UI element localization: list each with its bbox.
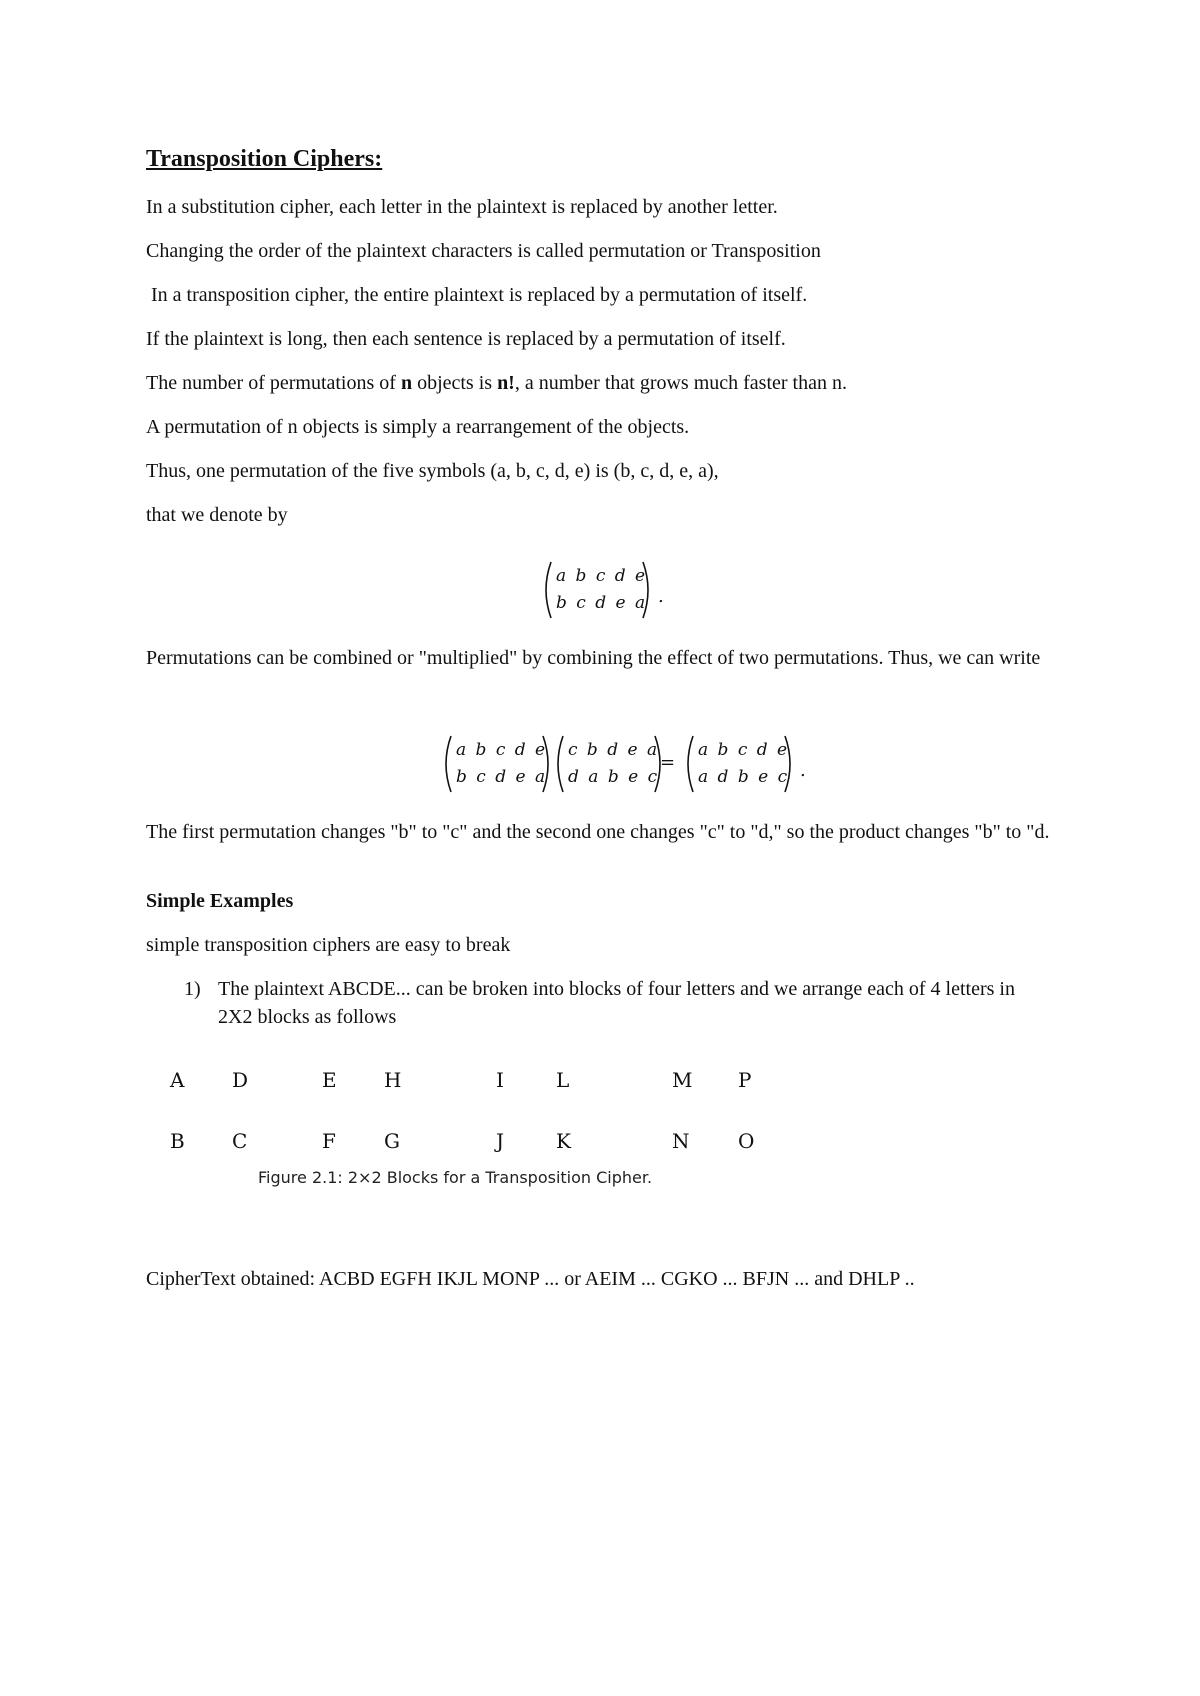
paragraph-easy-to-break: simple transposition ciphers are easy to break [146, 934, 511, 956]
matrix-rows [556, 563, 647, 617]
matrix-period: . [800, 760, 806, 781]
block-letter: B [170, 1129, 185, 1153]
paragraph-substitution: In a substitution cipher, each letter in the plaintext is replaced by another letter. [146, 196, 778, 218]
figure-caption: Figure 2.1: 2×2 Blocks for a Transposition Cipher. [258, 1168, 653, 1187]
block-letter: O [738, 1129, 755, 1153]
matrix-period: . [658, 586, 664, 607]
paragraph-long-plaintext: If the plaintext is long, then each sentence is replaced by a permutation of itself. [146, 328, 786, 350]
block-letter: E [322, 1068, 337, 1092]
bold-n: n [400, 372, 413, 394]
paragraph-transposition: In a transposition cipher, the entire plaintext is replaced by a permutation of itself. [146, 284, 808, 306]
permutation-matrix-3 [552, 734, 672, 794]
bold-n-factorial: n! [497, 372, 515, 394]
matrix-bottom-row: a d b e c [698, 767, 790, 787]
text-segment: The number of permutations of [146, 372, 401, 394]
left-paren-icon [682, 734, 696, 794]
paragraph-five-symbols: Thus, one permutation of the five symbols (a, b, c, d, e) is (b, c, d, e, a), [146, 460, 719, 482]
matrix-bottom-row: b c d e a [556, 593, 648, 613]
block-letter: K [556, 1129, 571, 1153]
block-letter: M [672, 1068, 693, 1092]
permutation-matrix-1 [540, 560, 664, 620]
paragraph-permutation-definition: Changing the order of the plaintext characters is called permutation or Transposition [146, 240, 821, 262]
matrix-rows [568, 737, 659, 791]
equals-sign: = [660, 752, 676, 773]
paragraph-product-explanation: The first permutation changes "b" to "c" and the second one changes "c" to "d," so the product changes "b" to "d. [146, 821, 1050, 843]
page-title: Transposition Ciphers: [146, 146, 383, 172]
text-segment: , a number that grows much faster than n. [514, 372, 847, 394]
permutation-matrix-2 [440, 734, 560, 794]
paragraph-number-of-permutations [146, 369, 847, 397]
block-letter: I [496, 1068, 504, 1092]
block-letter: C [232, 1129, 248, 1153]
block-letter: D [232, 1068, 249, 1092]
matrix-top-row: a b c d e [698, 740, 790, 760]
list-item-text: The plaintext ABCDE... can be broken into blocks of four letters and we arrange each of 4 letters in 2X2 blocks as follows [218, 978, 1015, 1028]
left-paren-icon [552, 734, 566, 794]
block-letter: F [322, 1129, 336, 1153]
block-letter: P [738, 1068, 752, 1092]
list-number: 1) [184, 978, 201, 1000]
paragraph-multiplied: Permutations can be combined or "multiplied" by combining the effect of two permutations. Thus, we can write [146, 647, 1041, 669]
left-paren-icon [440, 734, 454, 794]
paragraph-ciphertext: CipherText obtained: ACBD EGFH IKJL MONP ... or AEIM ... CGKO ... BFJN ... and DHLP .. [146, 1268, 915, 1290]
right-paren-icon [782, 734, 796, 794]
block-letter: A [170, 1068, 185, 1092]
paragraph-rearrangement: A permutation of n objects is simply a rearrangement of the objects. [146, 416, 690, 438]
block-letter: N [672, 1129, 690, 1153]
left-paren-icon [540, 560, 554, 620]
block-letter: L [556, 1068, 570, 1092]
block-letter: H [384, 1068, 402, 1092]
block-letter: G [384, 1129, 400, 1153]
matrix-bottom-row: b c d e a [456, 767, 548, 787]
matrix-top-row: a b c d e [556, 566, 648, 586]
block-letter: J [496, 1129, 505, 1153]
permutation-matrix-4 [682, 734, 812, 794]
text-segment: objects is [412, 372, 498, 394]
right-paren-icon [640, 560, 654, 620]
matrix-top-row: a b c d e [456, 740, 548, 760]
matrix-top-row: c b d e a [568, 740, 660, 760]
matrix-rows [456, 737, 547, 791]
paragraph-denote: that we denote by [146, 504, 288, 526]
subheading-simple-examples: Simple Examples [146, 890, 294, 912]
matrix-rows [698, 737, 789, 791]
matrix-bottom-row: d a b e c [568, 767, 660, 787]
